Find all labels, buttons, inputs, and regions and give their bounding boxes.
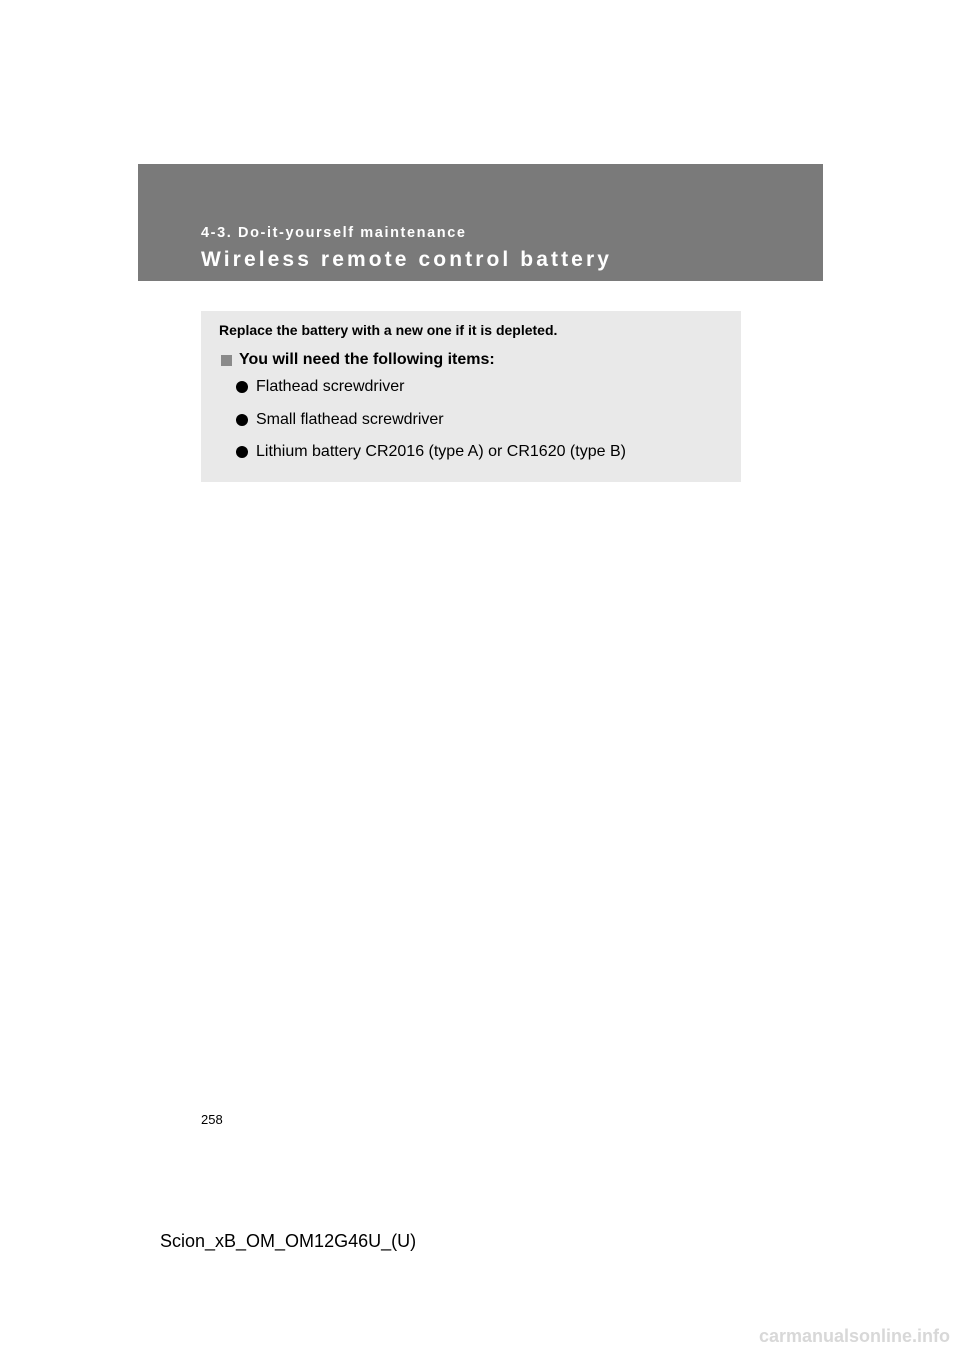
items-heading-label: You will need the following items:	[239, 351, 495, 368]
bullet-dot-icon	[236, 381, 248, 393]
items-list	[236, 377, 626, 475]
document-code: Scion_xB_OM_OM12G46U_(U)	[160, 1231, 417, 1251]
header-band	[138, 164, 823, 281]
page-title: Wireless remote control battery	[201, 248, 613, 271]
bullet-dot-icon	[236, 414, 248, 426]
info-box	[201, 311, 741, 482]
section-label: 4-3. Do-it-yourself maintenance	[201, 225, 467, 241]
list-item	[236, 442, 626, 462]
list-item-label: Lithium battery CR2016 (type A) or CR1620 (type B)	[256, 443, 626, 460]
list-item	[236, 410, 626, 430]
list-item	[236, 377, 626, 397]
bullet-dot-icon	[236, 446, 248, 458]
intro-text: Replace the battery with a new one if it is depleted.	[219, 322, 558, 338]
square-bullet-icon	[221, 355, 232, 366]
items-heading	[221, 351, 495, 369]
page-number: 258	[201, 1112, 223, 1127]
list-item-label: Small flathead screwdriver	[256, 410, 444, 428]
watermark: carmanualsonline.info	[758, 1326, 950, 1346]
list-item-label: Flathead screwdriver	[256, 378, 405, 395]
